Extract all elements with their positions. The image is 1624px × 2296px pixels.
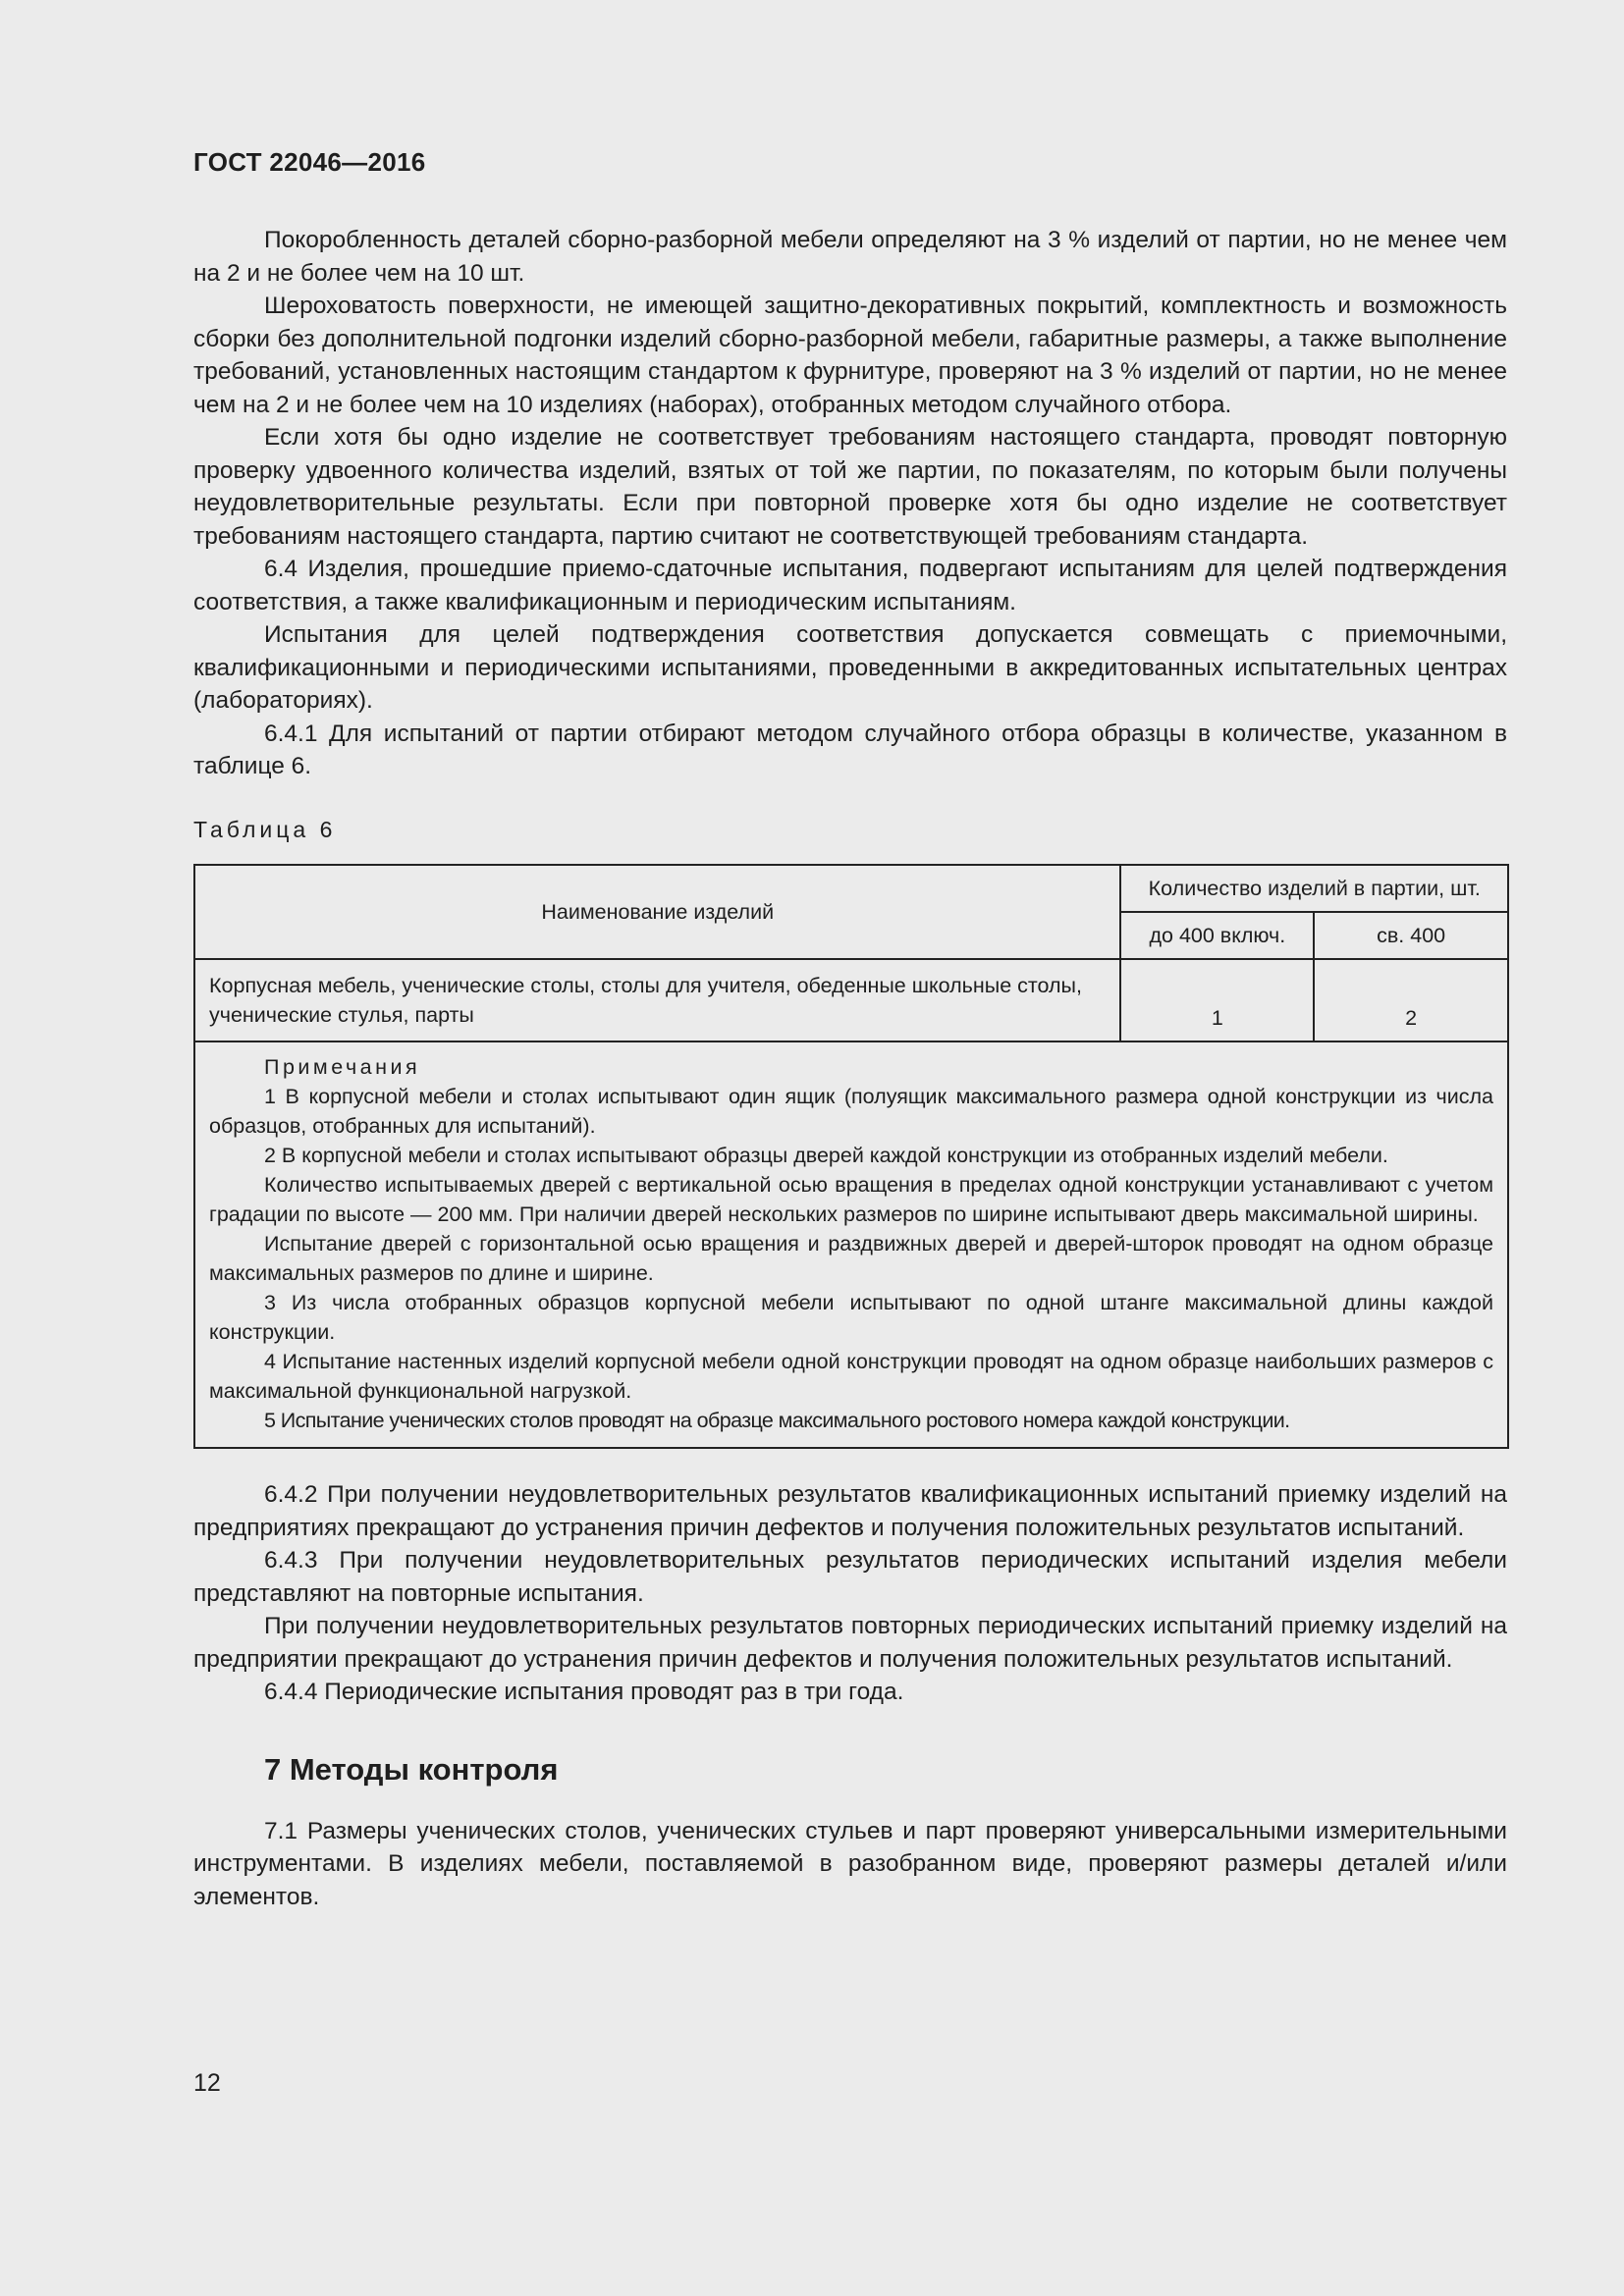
paragraph: 6.4.3 При получении неудовлетворительных результатов периодических испытаний изделия мебели представляют на повторные испытания. bbox=[193, 1547, 1507, 1607]
row-product-name: Корпусная мебель, ученические столы, столы для учителя, обеденные школьные столы, ученические стулья, парты bbox=[194, 959, 1120, 1041]
note: Количество испытываемых дверей с вертикальной осью вращения в пределах одной конструкции устанавливают с учетом градации по высоте — 200 мм. При наличии дверей нескольких размеров по ширине испытывают дверь максимальной ширины. bbox=[209, 1173, 1493, 1226]
note: 3 Из числа отобранных образцов корпусной мебели испытывают по одной штанге максимальной длины каждой конструкции. bbox=[209, 1291, 1493, 1344]
paragraph: Испытания для целей подтверждения соответствия допускается совмещать с приемочными, квалификационными и периодическими испытаниями, проведенными в аккредитованных испытательных центрах (лабораториях). bbox=[193, 621, 1507, 714]
notes-cell bbox=[194, 1041, 1508, 1448]
paragraph: 6.4.4 Периодические испытания проводят раз в три года. bbox=[264, 1679, 904, 1705]
page-number: 12 bbox=[193, 2069, 221, 2097]
header-up-to-400: до 400 включ. bbox=[1120, 912, 1314, 959]
paragraph: 6.4.1 Для испытаний от партии отбирают методом случайного отбора образцы в количестве, указанном в таблице 6. bbox=[193, 720, 1507, 779]
note: Испытание дверей с горизонтальной осью вращения и раздвижных дверей и дверей-шторок проводят на одном образце максимальных размеров по длине и ширине. bbox=[209, 1232, 1493, 1285]
row-value-over-400: 2 bbox=[1314, 959, 1508, 1041]
row-value-up-to-400: 1 bbox=[1120, 959, 1314, 1041]
note: 4 Испытание настенных изделий корпусной мебели одной конструкции проводят на одном образце наибольших размеров с максимальной функциональной нагрузкой. bbox=[209, 1350, 1493, 1403]
header-over-400: св. 400 bbox=[1314, 912, 1508, 959]
paragraph: 7.1 Размеры ученических столов, ученических стульев и парт проверяют универсальными измерительными инструментами. В изделиях мебели, поставляемой в разобранном виде, проверяют размеры деталей и/или элементов. bbox=[193, 1817, 1507, 1910]
paragraph: 6.4 Изделия, прошедшие приемо-сдаточные испытания, подвергают испытаниям для целей подтверждения соответствия, а также квалификационным и периодическим испытаниям. bbox=[193, 556, 1507, 615]
paragraph: Покоробленность деталей сборно-разборной мебели определяют на 3 % изделий от партии, но не менее чем на 2 и не более чем на 10 шт. bbox=[193, 227, 1507, 287]
notes-title: Примечания bbox=[264, 1055, 421, 1079]
paragraph: 6.4.2 При получении неудовлетворительных результатов квалификационных испытаний приемку изделий на предприятиях прекращают до устранения причин дефектов и получения положительных результатов испытаний. bbox=[193, 1481, 1507, 1541]
paragraph: Если хотя бы одно изделие не соответствует требованиям настоящего стандарта, проводят повторную проверку удвоенного количества изделий, взятых от той же партии, по показателям, по которым были получены неудовлетворительные результаты. Если при повторной проверке хотя бы одно изделие не соответствует требованиям настоящего стандарта, партию считают не соответствующей требованиям стандарта. bbox=[193, 424, 1507, 550]
note: 1 В корпусной мебели и столах испытывают один ящик (полуящик максимального размера одной конструкции из числа образцов, отобранных для испытаний). bbox=[209, 1085, 1493, 1138]
paragraph: При получении неудовлетворительных результатов повторных периодических испытаний приемку изделий на предприятии прекращают до устранения причин дефектов и получения положительных результатов испытаний. bbox=[193, 1613, 1507, 1673]
document-code: ГОСТ 22046—2016 bbox=[193, 147, 426, 177]
note: 5 Испытание ученических столов проводят на образце максимального ростового номера каждой конструкции. bbox=[264, 1409, 1290, 1432]
paragraph: Шероховатость поверхности, не имеющей защитно-декоративных покрытий, комплектность и возможность сборки без дополнительной подгонки изделий сборно-разборной мебели, габаритные размеры, а также выполнение требований, установленных настоящим стандартом к фурнитуре, проверяют на 3 % изделий от партии, но не менее чем на 2 и не более чем на 10 изделиях (наборах), отобранных методом случайного отбора. bbox=[193, 293, 1507, 418]
section-heading: 7 Методы контроля bbox=[264, 1751, 559, 1787]
page-content bbox=[193, 224, 1507, 1913]
header-product-name: Наименование изделий bbox=[194, 865, 1120, 959]
table-6 bbox=[193, 864, 1509, 1449]
header-quantity: Количество изделий в партии, шт. bbox=[1120, 865, 1508, 912]
table-caption: Таблица 6 bbox=[193, 816, 337, 842]
note: 2 В корпусной мебели и столах испытывают образцы дверей каждой конструкции из отобранных изделий мебели. bbox=[264, 1144, 1388, 1167]
